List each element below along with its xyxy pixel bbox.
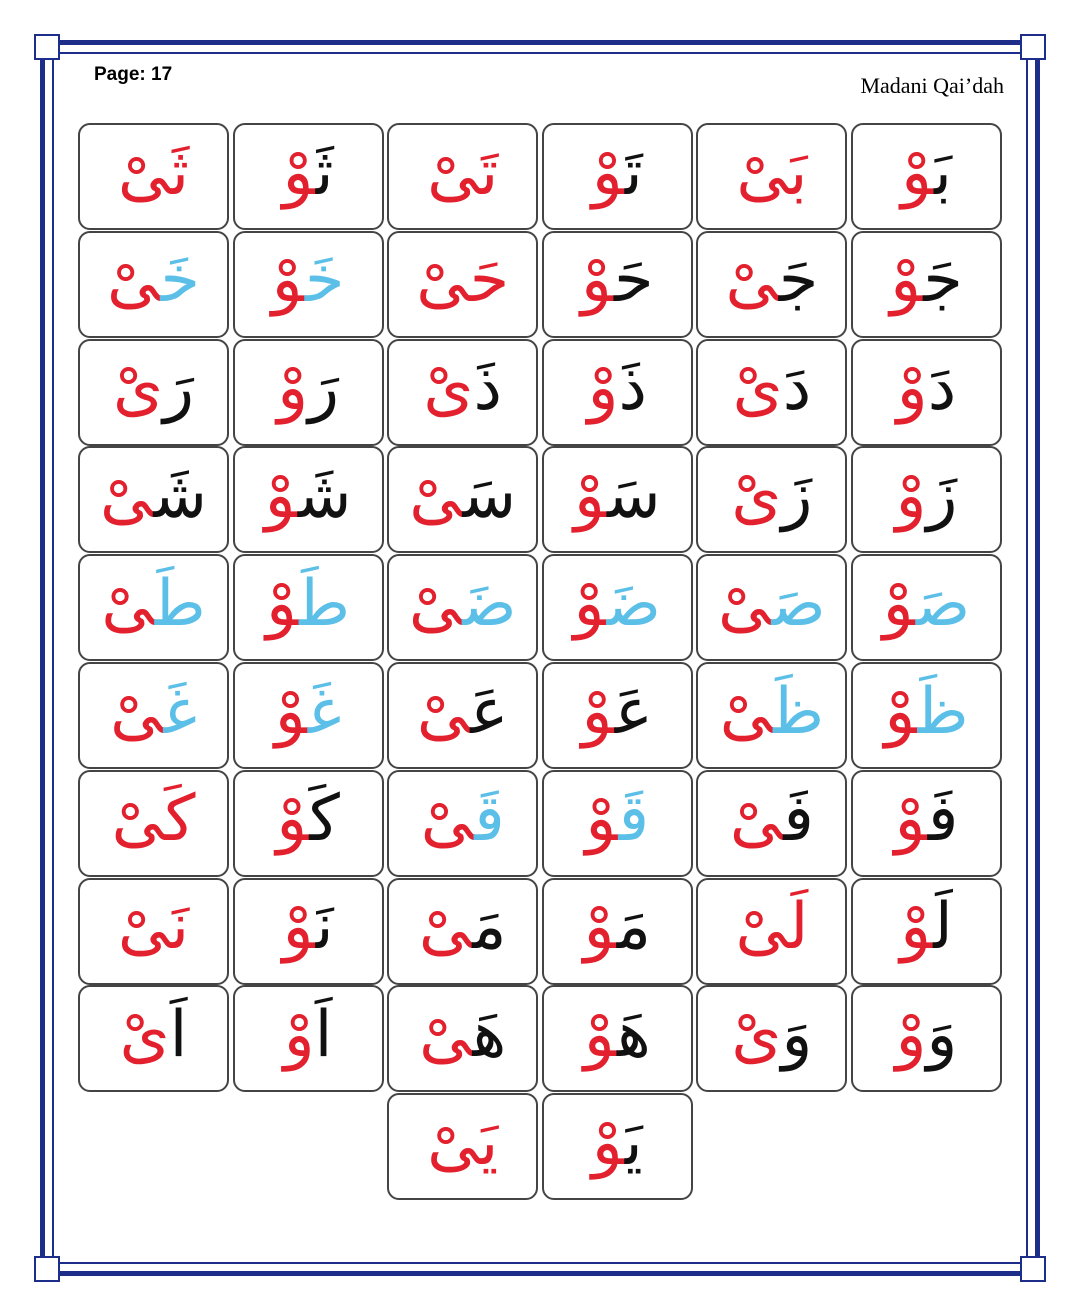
base-letter: ه (472, 997, 507, 1072)
base-letter: ل (788, 890, 809, 965)
syllable-card (387, 770, 538, 877)
corner-ornament (1020, 1256, 1046, 1282)
base-letter: ش (153, 458, 207, 533)
base-letter: ح (469, 243, 510, 318)
syllable-text (427, 135, 499, 210)
syllable-text (591, 1105, 643, 1180)
base-letter: ف (783, 782, 814, 857)
base-letter: ط (154, 566, 206, 641)
vowel-marks: َىْ (736, 135, 790, 210)
syllable-text (732, 351, 812, 426)
vowel-marks: َىْ (419, 997, 473, 1072)
syllable-card (387, 123, 538, 230)
syllable-text (894, 782, 959, 857)
vowel-marks: َىْ (409, 458, 463, 533)
base-letter: ت (624, 135, 643, 210)
vowel-marks: َوْ (274, 674, 308, 749)
vowel-marks: َىْ (731, 997, 782, 1072)
syllable-card (233, 662, 384, 769)
base-letter: س (462, 458, 517, 533)
vowel-marks: َىْ (110, 674, 164, 749)
vowel-marks: َوْ (585, 782, 619, 857)
vowel-marks: َوْ (882, 566, 916, 641)
syllable-card (78, 231, 229, 338)
syllable-text (718, 566, 826, 641)
vowel-marks: َوْ (884, 674, 918, 749)
base-letter: ن (315, 890, 334, 965)
syllable-text (896, 351, 957, 426)
syllable-card (542, 554, 693, 661)
base-letter: ض (462, 566, 517, 641)
base-letter: ص (771, 566, 826, 641)
syllable-text (731, 458, 813, 533)
syllable-card (233, 446, 384, 553)
syllable-card (851, 554, 1002, 661)
vowel-marks: َىْ (113, 351, 164, 426)
syllable-text (408, 566, 517, 641)
syllable-card (542, 339, 693, 446)
syllable-card (387, 339, 538, 446)
base-letter: ب (789, 135, 808, 210)
base-letter: ص (915, 566, 971, 641)
syllable-card (387, 446, 538, 553)
vowel-marks: َوْ (271, 243, 305, 318)
vowel-marks: َىْ (735, 890, 789, 965)
base-letter: ت (480, 135, 499, 210)
syllable-card (387, 231, 538, 338)
base-letter: ع (470, 674, 509, 749)
vowel-marks: َوْ (573, 458, 608, 533)
syllable-card (851, 662, 1002, 769)
syllable-card (851, 339, 1002, 446)
vowel-marks: َىْ (729, 782, 784, 857)
syllable-text (581, 674, 653, 749)
syllable-card (851, 985, 1002, 1092)
syllable-text (282, 135, 334, 210)
book-title: Madani Qai’dah (860, 73, 1004, 98)
base-letter: ش (297, 458, 352, 533)
syllable-card (542, 985, 693, 1092)
vowel-marks: َىْ (418, 890, 473, 965)
base-letter: ا (314, 997, 333, 1072)
syllable-text (731, 997, 813, 1072)
base-letter: ح (614, 243, 654, 318)
syllable-card (387, 985, 538, 1092)
syllable-text (276, 782, 340, 857)
syllable-text (423, 351, 502, 426)
syllable-text (420, 782, 505, 857)
vowel-marks: َىْ (427, 135, 481, 210)
syllable-card (542, 1093, 693, 1200)
syllable-text (591, 135, 643, 210)
syllable-text (882, 566, 971, 641)
base-letter: ظ (917, 674, 969, 749)
syllable-text (580, 243, 654, 318)
base-letter: خ (304, 243, 345, 318)
vowel-marks: َوْ (282, 890, 316, 965)
syllable-text (416, 674, 509, 749)
syllable-card (696, 985, 847, 1092)
base-letter: ذ (473, 351, 502, 426)
syllable-card (78, 339, 229, 446)
vowel-marks: َىْ (117, 135, 172, 210)
syllable-card (696, 554, 847, 661)
page-number: Page: 17 (94, 64, 173, 85)
base-letter: ز (926, 458, 958, 533)
base-letter: ي (480, 1105, 499, 1180)
syllable-text (900, 890, 953, 965)
base-letter: ث (171, 135, 190, 210)
base-letter: ل (933, 890, 953, 965)
vowel-marks: َىْ (420, 782, 475, 857)
vowel-marks: َىْ (423, 351, 474, 426)
syllable-text (729, 782, 814, 857)
vowel-marks: َوْ (277, 351, 309, 426)
vowel-marks: َوْ (895, 458, 927, 533)
syllable-card (542, 446, 693, 553)
base-letter: غ (163, 674, 197, 749)
syllable-card (696, 770, 847, 877)
corner-ornament (34, 34, 60, 60)
syllable-text (274, 674, 342, 749)
vowel-marks: َىْ (416, 674, 471, 749)
base-letter: ا (169, 997, 188, 1072)
base-letter: م (472, 890, 507, 965)
syllable-text (277, 351, 339, 426)
vowel-marks: َوْ (573, 566, 607, 641)
vowel-marks: َىْ (408, 566, 463, 641)
syllable-card (542, 231, 693, 338)
base-letter: ط (299, 566, 351, 641)
vowel-marks: َوْ (901, 135, 935, 210)
base-letter: ج (923, 243, 963, 318)
vowel-marks: َىْ (107, 243, 161, 318)
vowel-marks: َوْ (894, 782, 928, 857)
base-letter: ر (308, 351, 339, 426)
base-letter: ع (614, 674, 653, 749)
syllable-card (78, 662, 229, 769)
base-letter: ز (781, 458, 813, 533)
syllable-card (233, 985, 384, 1092)
base-letter: ک (309, 782, 340, 857)
syllable-card (696, 878, 847, 985)
syllable-text (264, 458, 352, 533)
syllable-text (117, 135, 190, 210)
base-letter: س (607, 458, 661, 533)
syllable-text (282, 890, 334, 965)
syllable-text (427, 1105, 499, 1180)
vowel-marks: َوْ (264, 458, 298, 533)
vowel-marks: َوْ (581, 674, 615, 749)
syllable-text (901, 135, 952, 210)
syllable-text (119, 997, 188, 1072)
syllable-card (387, 554, 538, 661)
syllable-card (542, 770, 693, 877)
syllable-text (890, 243, 963, 318)
syllable-card (233, 231, 384, 338)
syllable-card (851, 770, 1002, 877)
base-letter: د (782, 351, 812, 426)
syllable-card (696, 662, 847, 769)
syllable-card (78, 770, 229, 877)
syllable-card (387, 1093, 538, 1200)
base-letter: د (927, 351, 957, 426)
syllable-text (735, 890, 809, 965)
syllable-card (851, 123, 1002, 230)
syllable-card (78, 985, 229, 1092)
vowel-marks: َوْ (580, 243, 615, 318)
syllable-text (117, 890, 190, 965)
syllable-card (851, 878, 1002, 985)
vowel-marks: َىْ (731, 458, 782, 533)
syllable-text (409, 458, 517, 533)
syllable-text (573, 458, 661, 533)
base-letter: و (781, 997, 813, 1072)
vowel-marks: َوْ (591, 135, 625, 210)
syllable-text (111, 782, 196, 857)
syllable-text (895, 997, 958, 1072)
syllable-card (78, 878, 229, 985)
syllable-text (110, 674, 197, 749)
base-letter: ن (171, 890, 190, 965)
syllable-card (696, 446, 847, 553)
syllable-card (78, 554, 229, 661)
syllable-card (387, 662, 538, 769)
base-letter: ر (163, 351, 194, 426)
syllable-text (583, 997, 651, 1072)
syllable-text (719, 674, 825, 749)
base-letter: ج (778, 243, 819, 318)
syllable-text (583, 890, 651, 965)
syllable-card (542, 123, 693, 230)
base-letter: ق (618, 782, 650, 857)
syllable-text (587, 351, 647, 426)
base-letter: ف (927, 782, 959, 857)
syllable-text (416, 243, 510, 318)
base-letter: ه (616, 997, 651, 1072)
syllable-card (78, 446, 229, 553)
syllable-card (233, 554, 384, 661)
base-letter: ب (934, 135, 952, 210)
syllable-text (100, 458, 207, 533)
vowel-marks: َىْ (117, 890, 172, 965)
syllable-card (542, 878, 693, 985)
vowel-marks: َىْ (718, 566, 772, 641)
syllable-text (418, 890, 507, 965)
vowel-marks: َوْ (896, 351, 928, 426)
base-letter: ض (606, 566, 661, 641)
syllable-text (884, 674, 969, 749)
base-letter: خ (160, 243, 200, 318)
base-letter: ذ (618, 351, 647, 426)
syllable-card (542, 662, 693, 769)
base-letter: ظ (773, 674, 825, 749)
vowel-marks: َوْ (266, 566, 300, 641)
syllable-card (233, 339, 384, 446)
base-letter: ق (474, 782, 505, 857)
corner-ornament (34, 1256, 60, 1282)
syllable-text (101, 566, 206, 641)
vowel-marks: َىْ (725, 243, 779, 318)
vowel-marks: َوْ (890, 243, 924, 318)
syllable-card (233, 770, 384, 877)
vowel-marks: َوْ (276, 782, 310, 857)
syllable-card (78, 123, 229, 230)
syllable-text (271, 243, 345, 318)
syllable-card (233, 123, 384, 230)
vowel-marks: َىْ (719, 674, 774, 749)
vowel-marks: َوْ (587, 351, 619, 426)
syllable-grid (78, 123, 1002, 1189)
syllable-card (851, 446, 1002, 553)
syllable-card (696, 339, 847, 446)
vowel-marks: َىْ (732, 351, 783, 426)
syllable-text (266, 566, 351, 641)
syllable-card (387, 878, 538, 985)
syllable-card (851, 231, 1002, 338)
corner-ornament (1020, 34, 1046, 60)
vowel-marks: َوْ (895, 997, 927, 1072)
vowel-marks: َوْ (583, 890, 617, 965)
syllable-text (113, 351, 194, 426)
vowel-marks: َوْ (282, 135, 316, 210)
base-letter: و (926, 997, 958, 1072)
vowel-marks: َىْ (101, 566, 155, 641)
base-letter: ي (624, 1105, 643, 1180)
syllable-text (419, 997, 507, 1072)
syllable-card (233, 878, 384, 985)
vowel-marks: َىْ (100, 458, 154, 533)
syllable-text (283, 997, 333, 1072)
vowel-marks: َوْ (591, 1105, 625, 1180)
syllable-text (736, 135, 808, 210)
vowel-marks: َوْ (283, 997, 315, 1072)
syllable-text (725, 243, 819, 318)
base-letter: ک (164, 782, 196, 857)
vowel-marks: َىْ (416, 243, 470, 318)
vowel-marks: َىْ (111, 782, 165, 857)
base-letter: م (616, 890, 651, 965)
base-letter: غ (307, 674, 342, 749)
vowel-marks: َوْ (900, 890, 934, 965)
vowel-marks: َوْ (583, 997, 617, 1072)
syllable-text (895, 458, 958, 533)
syllable-text (573, 566, 661, 641)
syllable-text (585, 782, 650, 857)
syllable-card (696, 123, 847, 230)
vowel-marks: َىْ (119, 997, 170, 1072)
base-letter: ث (315, 135, 334, 210)
syllable-text (107, 243, 200, 318)
syllable-card (696, 231, 847, 338)
vowel-marks: َىْ (427, 1105, 481, 1180)
